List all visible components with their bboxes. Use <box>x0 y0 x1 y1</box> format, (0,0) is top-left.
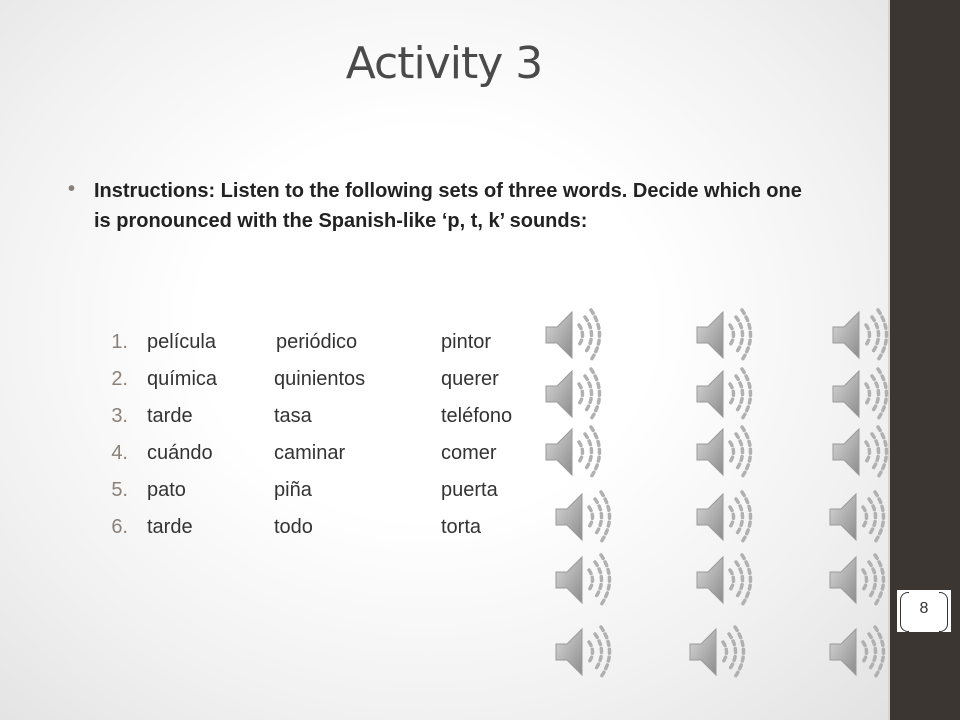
speaker-icon[interactable] <box>826 548 890 612</box>
bullet-icon: • <box>68 178 76 200</box>
speaker-icon[interactable] <box>829 420 893 484</box>
word-2: caminar <box>274 442 346 464</box>
word-1: tarde <box>147 516 193 538</box>
word-1: película <box>147 331 216 353</box>
speaker-icon[interactable] <box>693 362 757 426</box>
word-2: todo <box>274 516 313 538</box>
instructions-text: Instructions: Listen to the following sets of three words. Decide which one is pronounced with the Spanish-like ‘p, t, k’ sounds: <box>94 180 802 232</box>
speaker-icon[interactable] <box>829 362 893 426</box>
word-1: tarde <box>147 405 193 427</box>
speaker-icon[interactable] <box>552 548 616 612</box>
item-number: 2. <box>111 368 128 390</box>
item-number: 5. <box>111 479 128 501</box>
word-1: química <box>147 368 218 390</box>
speaker-icon[interactable] <box>829 303 893 367</box>
speaker-icon[interactable] <box>693 303 757 367</box>
slide-title: Activity 3 <box>345 38 543 89</box>
page-number: 8 <box>919 600 929 617</box>
word-2: periódico <box>276 331 358 353</box>
speaker-icon[interactable] <box>552 620 616 684</box>
speaker-icon[interactable] <box>686 620 750 684</box>
instructions-paragraph <box>70 176 820 236</box>
word-3: comer <box>441 442 497 464</box>
word-3: querer <box>441 368 499 390</box>
word-2: piña <box>274 479 312 501</box>
speaker-icon[interactable] <box>693 548 757 612</box>
item-number: 6. <box>111 516 128 538</box>
item-number: 3. <box>111 405 128 427</box>
speaker-icon[interactable] <box>542 420 606 484</box>
word-3: puerta <box>441 479 498 501</box>
speaker-icon[interactable] <box>693 485 757 549</box>
word-2: tasa <box>274 405 312 427</box>
word-3: torta <box>441 516 482 538</box>
speaker-icon[interactable] <box>826 620 890 684</box>
word-3: teléfono <box>441 405 513 427</box>
speaker-icon[interactable] <box>826 485 890 549</box>
speaker-icon[interactable] <box>552 485 616 549</box>
item-number: 1. <box>111 331 128 353</box>
speaker-icon[interactable] <box>542 303 606 367</box>
speaker-icon[interactable] <box>542 362 606 426</box>
word-1: pato <box>147 479 186 501</box>
word-3: pintor <box>441 331 492 353</box>
word-2: quinientos <box>274 368 366 390</box>
word-1: cuándo <box>147 442 213 464</box>
speaker-icon[interactable] <box>693 420 757 484</box>
item-number: 4. <box>111 442 128 464</box>
